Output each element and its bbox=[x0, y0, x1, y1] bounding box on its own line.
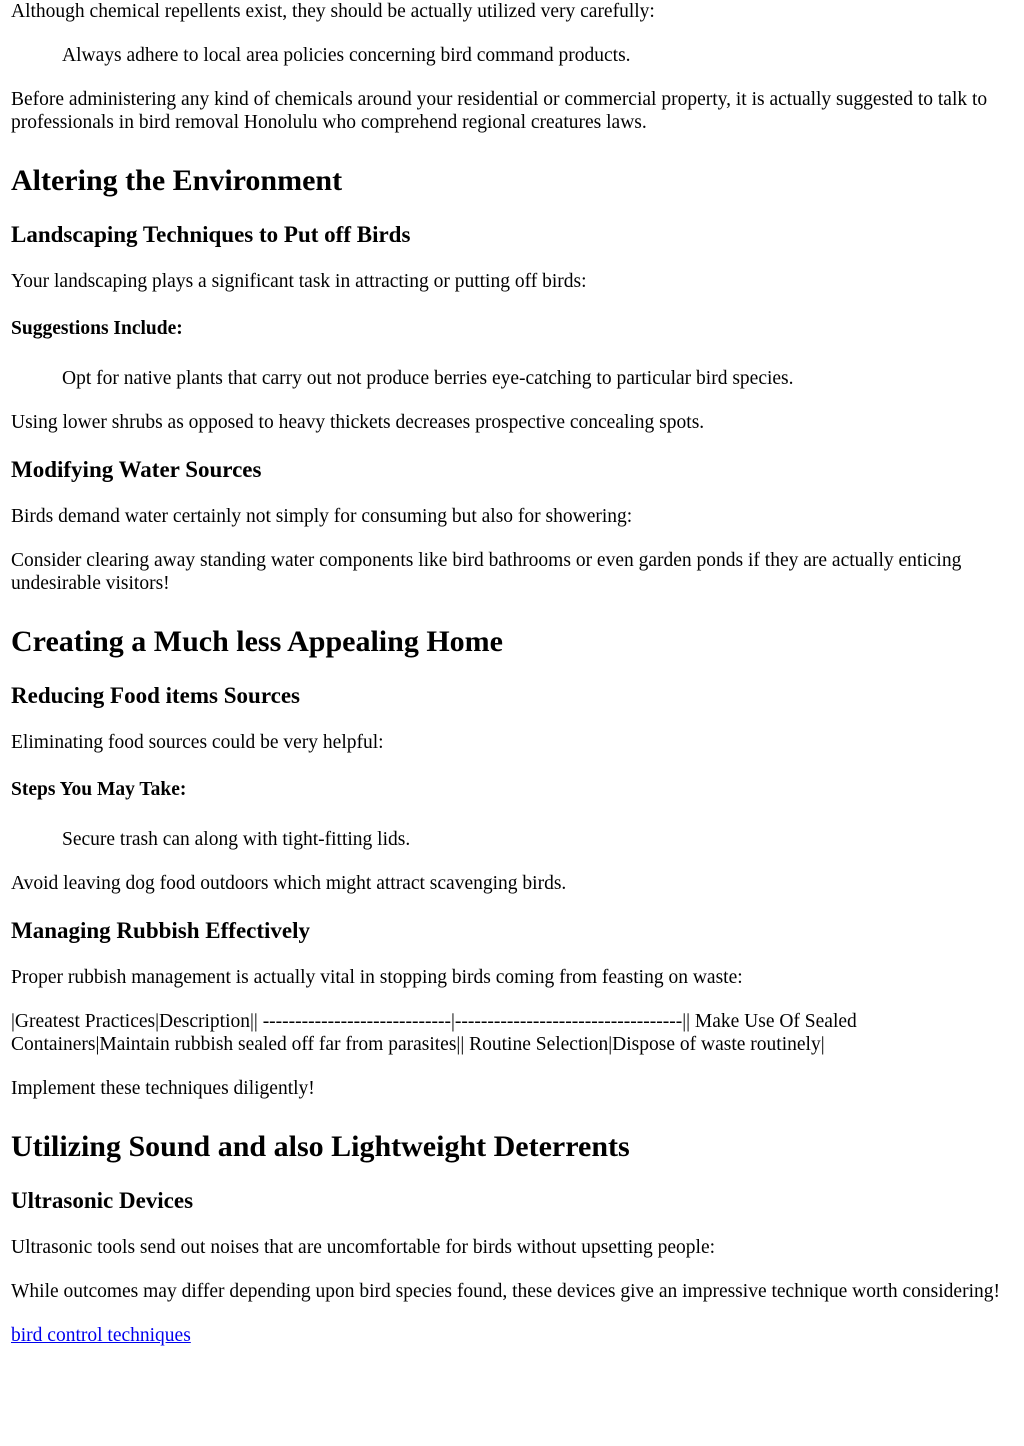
section-heading-sound: Utilizing Sound and also Lightweight Deterrents bbox=[11, 1130, 630, 1163]
subsection-heading-landscaping: Landscaping Techniques to Put off Birds bbox=[11, 222, 411, 247]
subsection-heading-water: Modifying Water Sources bbox=[11, 457, 262, 482]
rubbish-table-text: |Greatest Practices|Description|| -----------------------------|-----------------------------------|| Make Use Of Sealed Containers|Maintain rubbish sealed off far from parasites|| Routine Selection|Dispose of waste routinely| bbox=[11, 1011, 857, 1055]
intro-followup-paragraph: Before administering any kind of chemicals around your residential or commercial property, it is actually suggested to talk to professionals in bird removal Honolulu who comprehend regional creatures laws. bbox=[11, 89, 988, 133]
bird-control-link[interactable]: bird control techniques bbox=[11, 1325, 191, 1346]
steps-heading: Steps You May Take: bbox=[11, 779, 187, 800]
suggestions-heading: Suggestions Include: bbox=[11, 318, 183, 339]
water-followup-paragraph: Consider clearing away standing water components like bird bathrooms or even garden ponds if they are actually enticing undesirable visitors! bbox=[11, 550, 962, 594]
steps-quote: Secure trash can along with tight-fitting lids. bbox=[62, 829, 411, 850]
landscaping-paragraph: Your landscaping plays a significant task in attracting or putting off birds: bbox=[11, 271, 587, 292]
link-paragraph bbox=[11, 1324, 1013, 1347]
subsection-heading-food: Reducing Food items Sources bbox=[11, 683, 300, 708]
water-paragraph: Birds demand water certainly not simply for consuming but also for showering: bbox=[11, 506, 633, 527]
suggestions-quote: Opt for native plants that carry out not produce berries eye-catching to particular bird species. bbox=[62, 368, 794, 389]
food-followup-paragraph: Avoid leaving dog food outdoors which might attract scavenging birds. bbox=[11, 873, 567, 894]
ultrasonic-paragraph: Ultrasonic tools send out noises that are uncomfortable for birds without upsetting people: bbox=[11, 1237, 716, 1258]
section-heading-altering: Altering the Environment bbox=[11, 164, 343, 197]
section-heading-creating: Creating a Much less Appealing Home bbox=[11, 625, 503, 658]
subsection-heading-rubbish: Managing Rubbish Effectively bbox=[11, 918, 311, 943]
intro-quote: Always adhere to local area policies concerning bird command products. bbox=[62, 45, 631, 66]
intro-paragraph: Although chemical repellents exist, they should be actually utilized very carefully: bbox=[11, 1, 655, 22]
subsection-heading-ultrasonic: Ultrasonic Devices bbox=[11, 1188, 194, 1213]
landscaping-followup-paragraph: Using lower shrubs as opposed to heavy thickets decreases prospective concealing spots. bbox=[11, 412, 705, 433]
rubbish-followup-paragraph: Implement these techniques diligently! bbox=[11, 1078, 315, 1099]
rubbish-paragraph: Proper rubbish management is actually vital in stopping birds coming from feasting on waste: bbox=[11, 967, 743, 988]
ultrasonic-followup-paragraph: While outcomes may differ depending upon bird species found, these devices give an impressive technique worth considering! bbox=[11, 1281, 1000, 1302]
food-paragraph: Eliminating food sources could be very helpful: bbox=[11, 732, 384, 753]
